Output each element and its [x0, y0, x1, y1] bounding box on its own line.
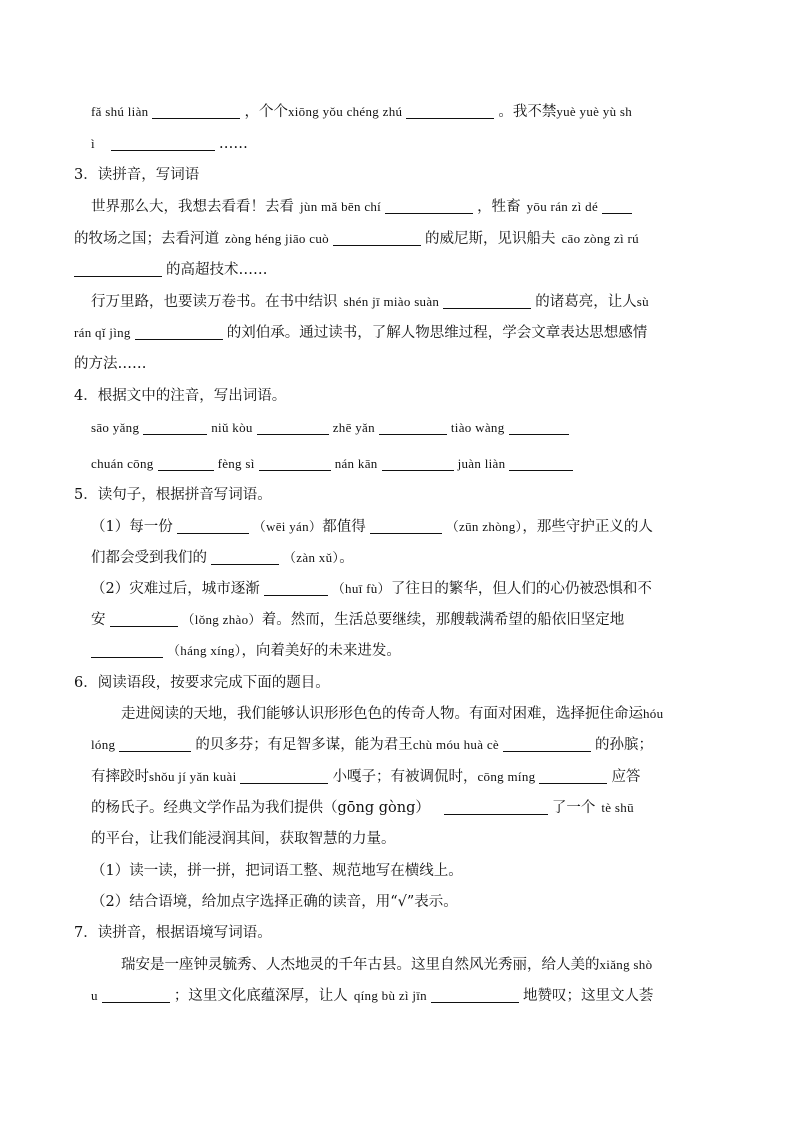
text: 的刘伯承。通过读书，了解人物思维过程，学会文章表达思想感情 — [226, 325, 648, 341]
answer-blank[interactable] — [264, 581, 328, 596]
pinyin: nán kān — [334, 456, 378, 471]
pinyin: xiǎng shò — [599, 957, 653, 972]
pinyin: （háng xíng） — [167, 643, 242, 658]
pinyin: sāo yǎng — [91, 420, 140, 435]
q6-sub-question-1: （1）读一读，拼一拼，把词语工整、规范地写在横线上。 — [91, 863, 463, 879]
answer-blank[interactable] — [177, 519, 249, 534]
text: 了往日的繁华，但人们的心仍被恐惧和不 — [390, 581, 652, 597]
text: 着。然而，生活总要继续，那艘载满希望的船依旧坚定地 — [261, 612, 625, 628]
pinyin: cōng míng — [477, 769, 536, 784]
text: …… — [218, 136, 248, 152]
answer-blank[interactable] — [91, 643, 163, 658]
pinyin: qíng bù zì jīn — [353, 988, 427, 1003]
text: 了一个 — [551, 800, 596, 816]
q3-line-6: 的方法…… — [74, 356, 147, 372]
text: 。我不禁 — [498, 104, 557, 120]
text: 的高超技术…… — [166, 262, 268, 278]
answer-blank[interactable] — [370, 519, 442, 534]
pinyin: xiōng yǒu chéng zhú — [287, 104, 403, 119]
text: 世界那么大，我想去看看！去看 — [91, 199, 294, 215]
q4-row-1 — [91, 418, 573, 438]
text: 应答 — [611, 769, 641, 785]
answer-blank[interactable] — [211, 550, 279, 565]
q3-line-4 — [91, 292, 649, 312]
q5-s2-line-2 — [91, 610, 624, 630]
text: 行万里路，也要读万卷书。在书中结识 — [91, 294, 338, 310]
answer-blank[interactable] — [503, 737, 591, 752]
pinyin: jùn mǎ bēn chí — [300, 199, 382, 214]
text: 们都会受到我们的 — [91, 550, 207, 566]
pinyin: shǒu jí yǎn kuài — [149, 769, 237, 784]
text: （1）每一份 — [91, 519, 173, 535]
q6-para-line-3 — [91, 767, 640, 787]
answer-blank[interactable] — [602, 199, 632, 214]
text: 安 — [91, 612, 106, 628]
text: 的孙膑； — [594, 737, 653, 753]
answer-blank[interactable] — [110, 612, 178, 627]
answer-blank[interactable] — [444, 800, 548, 815]
q2-line-1 — [91, 102, 632, 122]
q5-s2-line-3 — [87, 641, 401, 661]
pinyin: u — [91, 988, 98, 1003]
pinyin: （lǒng zhào） — [181, 612, 262, 627]
pinyin: （zàn xǔ） — [283, 550, 340, 565]
q5-title: 5．读句子，根据拼音写词语。 — [74, 487, 272, 503]
answer-blank[interactable] — [382, 456, 454, 471]
q7-para-line-2 — [91, 986, 653, 1006]
text: 小嘎子；有被调侃时， — [332, 769, 478, 785]
pinyin: ì — [91, 136, 95, 151]
answer-blank[interactable] — [257, 420, 329, 435]
answer-blank[interactable] — [240, 769, 328, 784]
q3-line-2 — [74, 229, 639, 249]
text: ，向着美好的未来进发。 — [241, 643, 401, 659]
answer-blank[interactable] — [406, 104, 494, 119]
answer-blank[interactable] — [152, 104, 240, 119]
text: 的威尼斯，见识船夫 — [424, 231, 556, 247]
text: 。 — [339, 550, 354, 566]
q7-title: 7．读拼音，根据语境写词语。 — [74, 925, 272, 941]
pinyin: fèng sì — [217, 456, 255, 471]
q4-title: 4．根据文中的注音，写出词语。 — [74, 388, 287, 404]
text: 的杨氏子。经典文学作品为我们提供（gōng gòng） — [91, 800, 430, 816]
text: ，那些守护正义的人 — [522, 519, 653, 535]
text: 地赞叹；这里文人荟 — [522, 988, 654, 1004]
answer-blank[interactable] — [379, 420, 447, 435]
q3-title: 3．读拼音，写词语 — [74, 167, 200, 183]
q5-s1-line-1 — [91, 517, 653, 537]
text: 瑞安是一座钟灵毓秀、人杰地灵的千年古县。这里自然风光秀丽，给人美的 — [121, 957, 600, 973]
text: 走进阅读的天地，我们能够认识形形色色的传奇人物。有面对困难，选择扼住命运 — [121, 706, 643, 722]
q5-s1-line-2 — [91, 548, 354, 568]
q2-line-2 — [91, 134, 248, 154]
pinyin: niǔ kòu — [211, 420, 253, 435]
text: 的贝多芬；有足智多谋，能为君王 — [195, 737, 413, 753]
text: 有摔跤时 — [91, 769, 149, 785]
pinyin: chuán cōng — [91, 456, 154, 471]
answer-blank[interactable] — [333, 231, 421, 246]
pinyin: fǎ shú liàn — [91, 104, 149, 119]
pinyin: shén jī miào suàn — [343, 294, 440, 309]
pinyin: juàn liàn — [457, 456, 506, 471]
answer-blank[interactable] — [74, 262, 162, 277]
text: 的诸葛亮，让人 — [535, 294, 637, 310]
text: ；这里文化底蕴深厚，让人 — [173, 988, 348, 1004]
text: ，个个 — [244, 104, 288, 120]
pinyin: lóng — [91, 737, 116, 752]
q6-para-line-1 — [121, 704, 663, 724]
answer-blank[interactable] — [158, 456, 214, 471]
q6-title: 6．阅读语段，按要求完成下面的题目。 — [74, 675, 330, 691]
answer-blank[interactable] — [443, 294, 531, 309]
answer-blank[interactable] — [259, 456, 331, 471]
text: ，牲畜 — [477, 199, 521, 215]
text: 的牧场之国；去看河道 — [74, 231, 219, 247]
pinyin: tè shū — [601, 800, 634, 815]
pinyin: cāo zòng zì rú — [561, 231, 639, 246]
pinyin: yuè yuè yù sh — [556, 104, 633, 119]
answer-blank[interactable] — [385, 199, 473, 214]
answer-blank[interactable] — [143, 420, 207, 435]
pinyin: hóu — [643, 706, 664, 721]
answer-blank[interactable] — [509, 456, 573, 471]
q7-para-line-1 — [121, 955, 652, 975]
q3-line-5 — [74, 323, 647, 343]
answer-blank[interactable] — [135, 325, 223, 340]
q6-para-line-4 — [91, 798, 634, 818]
answer-blank[interactable] — [431, 988, 519, 1003]
q5-s2-line-1 — [91, 579, 652, 599]
pinyin: sù — [636, 294, 649, 309]
q3-line-3 — [70, 260, 268, 280]
pinyin: yōu rán zì dé — [526, 199, 599, 214]
q6-sub-question-2: （2）结合语境，给加点字选择正确的读音，用“√”表示。 — [91, 894, 458, 910]
text: （2）灾难过后，城市逐渐 — [91, 581, 260, 597]
text: 都值得 — [322, 519, 366, 535]
pinyin: rán qǐ jìng — [74, 325, 131, 340]
answer-blank[interactable] — [111, 136, 215, 151]
q6-para-line-2 — [91, 735, 653, 755]
pinyin: tiào wàng — [450, 420, 505, 435]
pinyin: （huī fù） — [331, 581, 391, 596]
answer-blank[interactable] — [539, 769, 607, 784]
pinyin: zòng héng jiāo cuò — [225, 231, 329, 246]
answer-blank[interactable] — [509, 420, 569, 435]
pinyin: （wēi yán） — [252, 519, 323, 534]
pinyin: chù móu huà cè — [412, 737, 499, 752]
pinyin: zhē yǎn — [332, 420, 375, 435]
q3-line-1 — [91, 197, 636, 217]
q6-para-line-5: 的平台，让我们能浸润其间，获取智慧的力量。 — [91, 831, 396, 847]
q4-row-2 — [91, 454, 577, 474]
answer-blank[interactable] — [102, 988, 170, 1003]
answer-blank[interactable] — [119, 737, 191, 752]
pinyin: （zūn zhòng） — [445, 519, 523, 534]
